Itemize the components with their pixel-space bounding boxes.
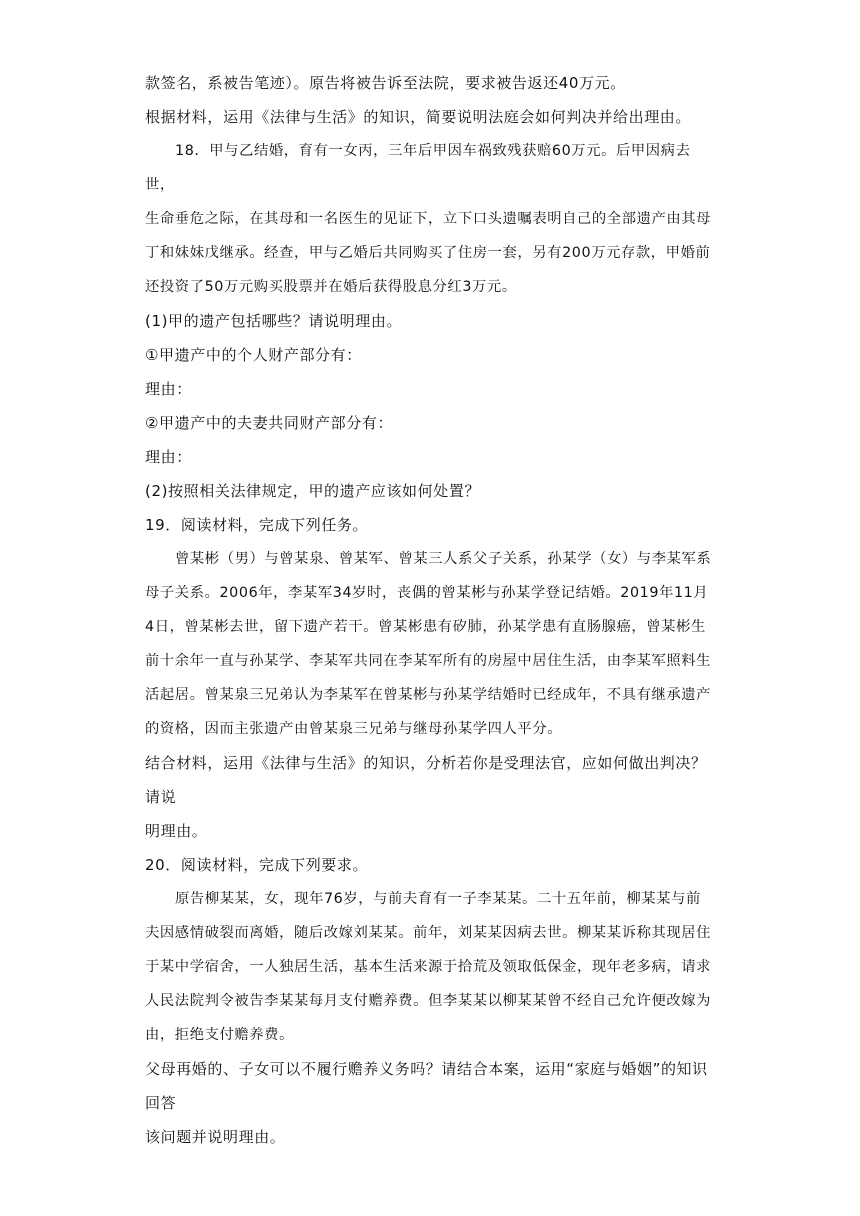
q18-material-line-2: 生命垂危之际，在其母和一名医生的见证下，立下口头遗嘱表明自己的全部遗产由其母 [145, 211, 712, 227]
q19-material-line-2: 母子关系。2006年，李某军34岁时，丧偶的曾某彬与孙某学登记结婚。2019年11月 [145, 585, 709, 601]
q20-question-line-1: 父母再婚的、子女可以不履行赡养义务吗？请结合本案，运用“家庭与婚姻”的知识回答 [145, 1060, 708, 1112]
q20-material-line-5: 由，拒绝支付赡养费。 [145, 1027, 294, 1043]
q19-question-line-2: 明理由。 [145, 822, 208, 840]
q19-material-line-6: 的资格，因而主张遗产由曾某泉三兄弟与继母孙某学四人平分。 [145, 721, 563, 737]
q18-sub-question-1: (1)甲的遗产包括哪些？请说明理由。 [145, 312, 403, 330]
document-content [145, 66, 720, 1154]
q19-material-line-1: 曾某彬（男）与曾某泉、曾某军、曾某三人系父子关系，孙某学（女）与李某军系 [175, 551, 712, 567]
q20-material-line-3: 于某中学宿舍，一人独居生活，基本生活来源于拾荒及领取低保金，现年老多病，请求 [145, 959, 712, 975]
q19-material-line-5: 活起居。曾某泉三兄弟认为李某军在曾某彬与孙某学结婚时已经成年，不具有继承遗产 [145, 687, 712, 703]
q18-item-1: ①甲遗产中的个人财产部分有： [145, 346, 362, 364]
q18-reason-2: 理由： [145, 448, 192, 466]
q19-heading: 19．阅读材料，完成下列任务。 [145, 516, 369, 534]
q20-heading: 20．阅读材料，完成下列要求。 [145, 856, 369, 874]
q18-material-line-4: 还投资了50万元购买股票并在婚后获得股息分红3万元。 [145, 279, 517, 295]
q17-question: 根据材料，运用《法律与生活》的知识，简要说明法庭会如何判决并给出理由。 [145, 108, 692, 126]
q18-item-2: ②甲遗产中的夫妻共同财产部分有： [145, 414, 394, 432]
q20-question-line-2: 该问题并说明理由。 [145, 1128, 286, 1146]
q20-material-line-2: 夫因感情破裂而离婚，随后改嫁刘某某。前年，刘某某因病去世。柳某某诉称其现居住 [145, 925, 712, 941]
q20-material-line-1: 原告柳某某，女，现年76岁，与前夫育有一子李某某。二十五年前，柳某某与前 [175, 891, 701, 907]
q19-question-line-1: 结合材料，运用《法律与生活》的知识，分析若你是受理法官，应如何做出判决？请说 [145, 754, 707, 806]
q19-material-line-4: 前十余年一直与孙某学、李某军共同在李某军所有的房屋中居住生活，由李某军照料生 [145, 653, 712, 669]
q20-material-line-4: 人民法院判令被告李某某每月支付赡养费。但李某某以柳某某曾不经自己允许便改嫁为 [145, 993, 712, 1009]
q18-reason-1: 理由： [145, 380, 192, 398]
q19-material-line-3: 4日，曾某彬去世，留下遗产若干。曾某彬患有矽肺，孙某学患有直肠腺癌，曾某彬生 [145, 619, 706, 635]
q18-material-line-3: 丁和妹妹戊继承。经查，甲与乙婚后共同购买了住房一套，另有200万元存款，甲婚前 [145, 245, 711, 261]
q17-material-tail: 款签名，系被告笔迹）。原告将被告诉至法院，要求被告返还40万元。 [145, 74, 626, 92]
q18-sub-question-2: (2)按照相关法律规定，甲的遗产应该如何处置？ [145, 482, 481, 500]
q18-material-line-1: 18．甲与乙结婚，育有一女丙，三年后甲因车祸致残获赔60万元。后甲因病去世， [145, 143, 691, 193]
